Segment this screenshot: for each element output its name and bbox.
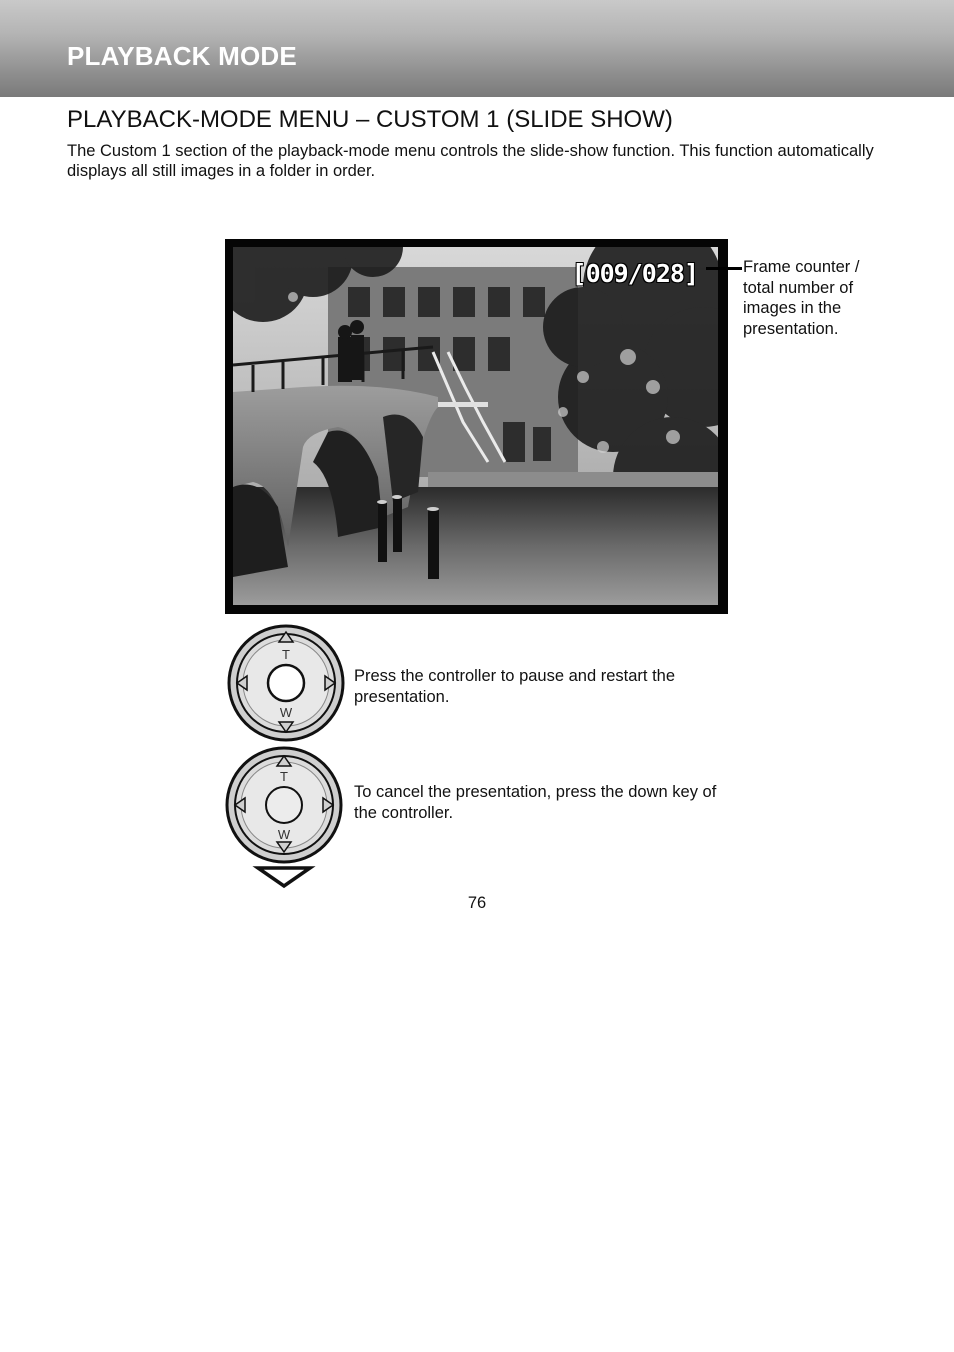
canal-bridge-photo bbox=[233, 247, 718, 605]
instruction-pause-restart: Press the controller to pause and restart the presentation. bbox=[354, 667, 676, 706]
header-band bbox=[0, 0, 954, 97]
frame-counter-callout: Frame counter / total number of images in the presentation. bbox=[743, 258, 860, 339]
tele-label: T bbox=[280, 769, 288, 784]
callout-leader-line bbox=[706, 267, 742, 270]
tele-label: T bbox=[282, 647, 290, 662]
section-title: PLAYBACK-MODE MENU – CUSTOM 1 (SLIDE SHOW) bbox=[67, 106, 673, 133]
wide-label: W bbox=[279, 705, 293, 720]
page-number: 76 bbox=[467, 894, 487, 912]
intro-paragraph: The Custom 1 section of the playback-mode menu controls the slide-show function. This function automatically displays all still images in a folder in order. bbox=[67, 142, 874, 180]
controller-down-key-icon bbox=[222, 746, 346, 891]
header-title: PLAYBACK MODE bbox=[67, 41, 297, 71]
instruction-cancel: To cancel the presentation, press the down key of the controller. bbox=[354, 783, 717, 822]
frame-counter: [009/028] bbox=[571, 259, 698, 288]
lcd-screen bbox=[225, 239, 728, 614]
slide-show-photo bbox=[233, 247, 718, 605]
controller-center-press-icon bbox=[225, 624, 347, 742]
wide-label: W bbox=[277, 827, 291, 842]
down-arrow-icon bbox=[258, 868, 310, 886]
